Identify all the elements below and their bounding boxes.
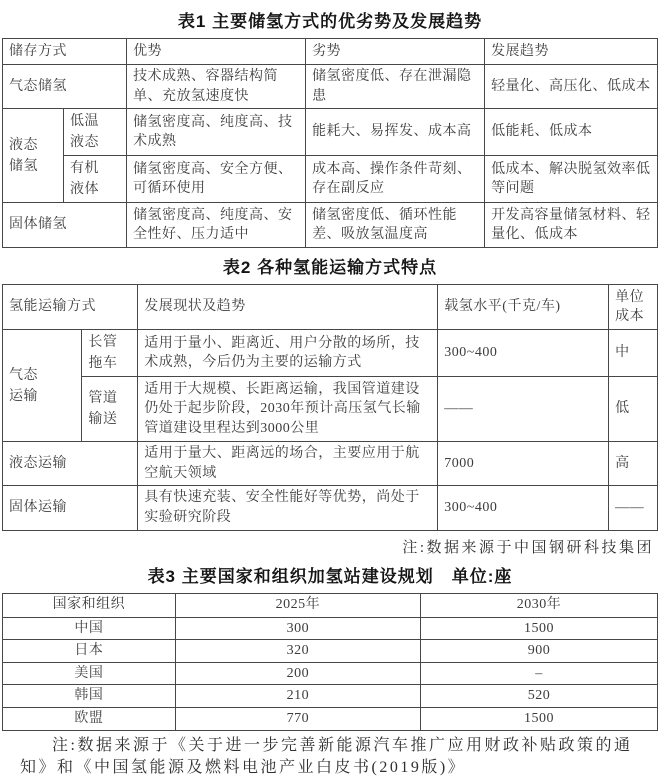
cell-capacity: —— bbox=[438, 377, 609, 442]
cell-method-label: 气态运输 bbox=[9, 367, 38, 404]
cell-cost: 低 bbox=[609, 377, 658, 442]
cell-capacity: 7000 bbox=[438, 442, 609, 486]
cell-disadvantage: 储氢密度低、循环性能差、吸放氢温度高 bbox=[306, 203, 485, 248]
cell-method bbox=[3, 109, 64, 203]
cell-2030: 900 bbox=[420, 640, 657, 663]
cell-advantage: 储氢密度高、纯度高、安全性好、压力适中 bbox=[127, 203, 306, 248]
table3-source-note: 注:数据来源于《关于进一步完善新能源汽车推广应用财政补贴政策的通知》和《中国氢能源及燃料电池产业白皮书(2019版)》 bbox=[20, 736, 633, 777]
cell-org: 韩国 bbox=[3, 685, 176, 708]
table2-header-capacity: 载氢水平(千克/车) bbox=[438, 285, 609, 330]
cell-trend: 轻量化、高压化、低成本 bbox=[485, 65, 658, 109]
table3-row-eu bbox=[3, 707, 658, 730]
table2-header-status: 发展现状及趋势 bbox=[138, 285, 438, 330]
table2-header-row bbox=[3, 285, 658, 330]
table2-row-liquid bbox=[3, 442, 658, 486]
cell-advantage: 储氢密度高、安全方便、可循环使用 bbox=[127, 156, 306, 203]
cell-2030: 520 bbox=[420, 685, 657, 708]
table3-title bbox=[2, 562, 658, 587]
table3-unit: 单位:座 bbox=[451, 566, 513, 586]
cell-trend: 开发高容量储氢材料、轻量化、低成本 bbox=[485, 203, 658, 248]
cell-advantage: 技术成熟、容器结构简单、充放氢速度快 bbox=[127, 65, 306, 109]
cell-capacity: 300~400 bbox=[438, 330, 609, 377]
cell-org: 日本 bbox=[3, 640, 176, 663]
cell-method: 固体运输 bbox=[3, 486, 138, 530]
cell-cost: 高 bbox=[609, 442, 658, 486]
table2-hydrogen-transport bbox=[2, 284, 658, 530]
cell-trend: 低成本、解决脱氢效率低等问题 bbox=[485, 156, 658, 203]
table3-header-2030: 2030年 bbox=[420, 593, 657, 617]
table3-row-china bbox=[3, 617, 658, 640]
table1-title: 表1 主要储氢方式的优劣势及发展趋势 bbox=[177, 12, 483, 31]
table1-header-row bbox=[3, 39, 658, 65]
table3-row-usa bbox=[3, 662, 658, 685]
cell-method: 液态运输 bbox=[3, 442, 138, 486]
cell-submethod bbox=[64, 156, 127, 203]
cell-org: 美国 bbox=[3, 662, 176, 685]
cell-status: 适用于大规模、长距离运输，我国管道建设仍处于起步阶段，2030年预计高压氢气长输管道建设里程达到3000公里 bbox=[138, 377, 438, 442]
cell-cost: —— bbox=[609, 486, 658, 530]
table2-header-method: 氢能运输方式 bbox=[3, 285, 138, 330]
table1-header-method: 储存方式 bbox=[3, 39, 127, 65]
cell-2025: 770 bbox=[175, 707, 420, 730]
table2-row-pipeline bbox=[3, 377, 658, 442]
cell-method bbox=[3, 330, 82, 442]
table1-header-advantage: 优势 bbox=[127, 39, 306, 65]
cell-org: 中国 bbox=[3, 617, 176, 640]
cell-2025: 320 bbox=[175, 640, 420, 663]
table1-row-liquid-cryo bbox=[3, 109, 658, 156]
cell-method-label: 液态储氢 bbox=[9, 137, 38, 174]
cell-submethod-label: 长管拖车 bbox=[88, 335, 118, 372]
table3-header-2025: 2025年 bbox=[175, 593, 420, 617]
cell-2030: – bbox=[420, 662, 657, 685]
cell-cost: 中 bbox=[609, 330, 658, 377]
table2-source-note: 注:数据来源于中国钢研科技集团 bbox=[402, 539, 654, 556]
table3-row-japan bbox=[3, 640, 658, 663]
cell-disadvantage: 成本高、操作条件苛刻、存在副反应 bbox=[306, 156, 485, 203]
table3-row-korea bbox=[3, 685, 658, 708]
table3-header-row bbox=[3, 593, 658, 617]
cell-submethod bbox=[82, 330, 138, 377]
cell-status: 适用于量大、距离远的场合，主要应用于航空航天领域 bbox=[138, 442, 438, 486]
table2-row-solid bbox=[3, 486, 658, 530]
cell-method: 气态储氢 bbox=[3, 65, 127, 109]
cell-trend: 低能耗、低成本 bbox=[485, 109, 658, 156]
cell-disadvantage: 储氢密度低、存在泄漏隐患 bbox=[306, 65, 485, 109]
table1-row-solid bbox=[3, 203, 658, 248]
table2-row-tube-trailer bbox=[3, 330, 658, 377]
table3-refueling-stations bbox=[2, 593, 658, 731]
cell-status: 适用于量小、距离近、用户分散的场所，技术成熟，今后仍为主要的运输方式 bbox=[138, 330, 438, 377]
table3-header-org: 国家和组织 bbox=[3, 593, 176, 617]
cell-submethod bbox=[64, 109, 127, 156]
table3-title-text: 表3 主要国家和组织加氢站建设规划 bbox=[147, 566, 434, 586]
table1-hydrogen-storage bbox=[2, 38, 658, 248]
cell-2025: 200 bbox=[175, 662, 420, 685]
cell-advantage: 储氢密度高、纯度高、技术成熟 bbox=[127, 109, 306, 156]
cell-submethod-label: 有机液体 bbox=[70, 161, 100, 198]
cell-submethod-label: 低温液态 bbox=[70, 114, 100, 151]
table1-row-liquid-organic bbox=[3, 156, 658, 203]
cell-2030: 1500 bbox=[420, 707, 657, 730]
cell-disadvantage: 能耗大、易挥发、成本高 bbox=[306, 109, 485, 156]
cell-org: 欧盟 bbox=[3, 707, 176, 730]
cell-submethod-label: 管道输送 bbox=[88, 391, 118, 428]
cell-2025: 210 bbox=[175, 685, 420, 708]
table1-header-trend: 发展趋势 bbox=[485, 39, 658, 65]
table1-header-disadvantage: 劣势 bbox=[306, 39, 485, 65]
cell-2030: 1500 bbox=[420, 617, 657, 640]
cell-submethod bbox=[82, 377, 138, 442]
table1-row-gas bbox=[3, 65, 658, 109]
table2-header-cost: 单位成本 bbox=[609, 285, 658, 330]
cell-status: 具有快速充装、安全性能好等优势，尚处于实验研究阶段 bbox=[138, 486, 438, 530]
table2-title: 表2 各种氢能运输方式特点 bbox=[222, 258, 438, 278]
cell-capacity: 300~400 bbox=[438, 486, 609, 530]
cell-method: 固体储氢 bbox=[3, 203, 127, 248]
cell-2025: 300 bbox=[175, 617, 420, 640]
